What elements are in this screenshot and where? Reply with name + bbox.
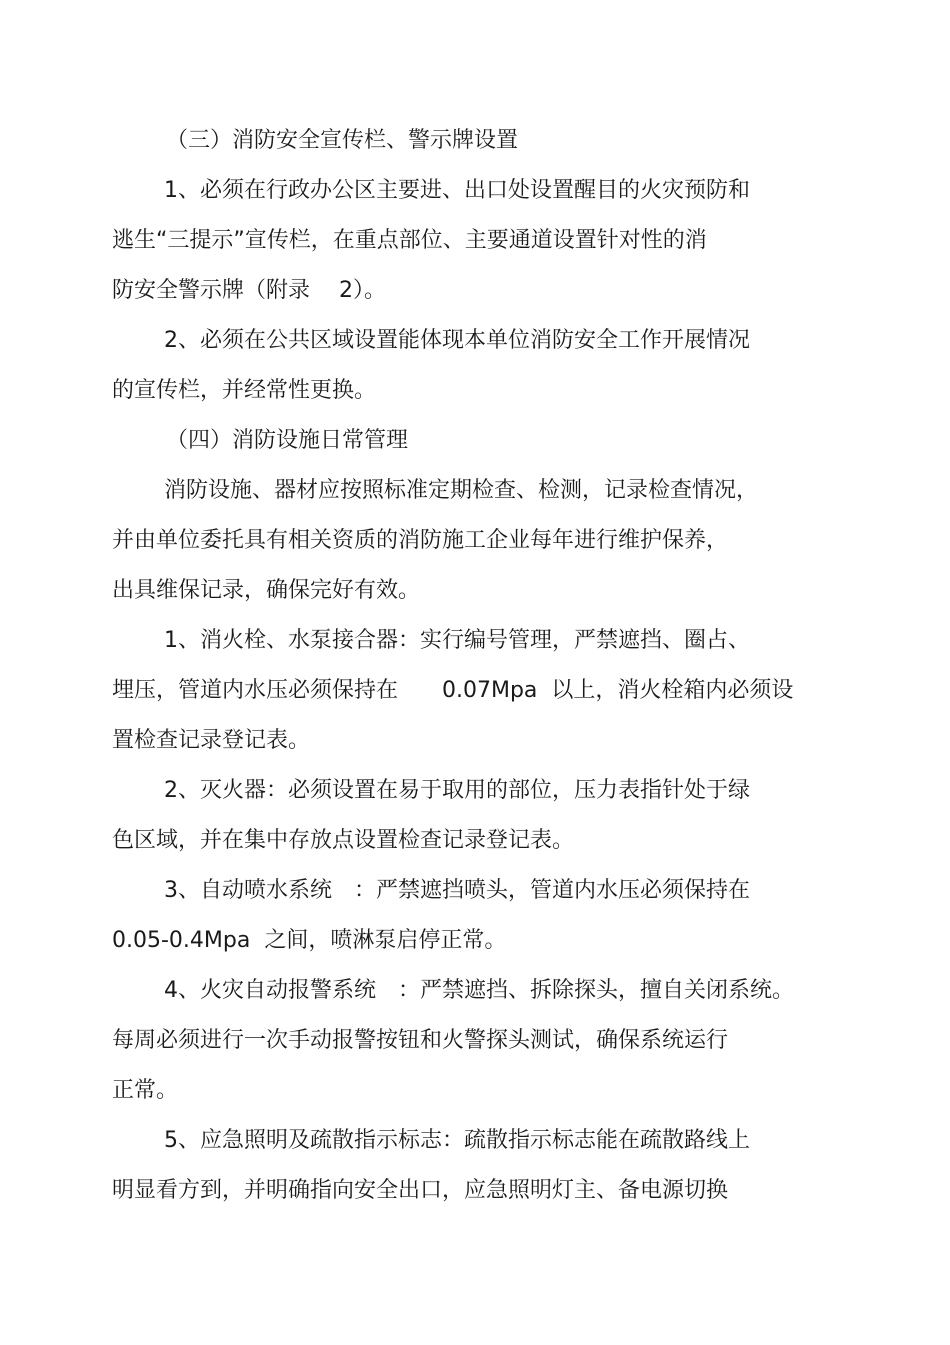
section-heading-4: （四）消防设施日常管理 [166,428,409,453]
paragraph-line: 正常。 [112,1078,179,1103]
paragraph-line: 每周必须进行一次手动报警按钮和火警探头测试，确保系统运行 [112,1028,729,1053]
paragraph-line: 埋压，管道内水压必须保持在 0.07Mpa 以上，消火栓箱内必须设 [112,678,794,703]
paragraph-line: 的宣传栏，并经常性更换。 [112,378,377,403]
paragraph-line: 出具维保记录，确保完好有效。 [112,578,421,603]
paragraph-line: 0.05-0.4Mpa 之间，喷淋泵启停正常。 [112,928,507,953]
paragraph-line: 色区域，并在集中存放点设置检查记录登记表。 [112,828,575,853]
paragraph-line: 4、火灾自动报警系统 ：严禁遮挡、拆除探头，擅自关闭系统。 [164,978,794,1003]
paragraph-line: 消防设施、器材应按照标准定期检查、检测，记录检查情况， [164,478,759,503]
paragraph-line: 1、消火栓、水泵接合器：实行编号管理，严禁遮挡、圈占、 [164,628,750,653]
section-heading-3: （三）消防安全宣传栏、警示牌设置 [166,128,519,153]
paragraph-line: 2、灭火器：必须设置在易于取用的部位，压力表指针处于绿 [164,778,750,803]
paragraph-line: 1、必须在行政办公区主要进、出口处设置醒目的火灾预防和 [164,178,750,203]
paragraph-line: 逃生“三提示”宣传栏，在重点部位、主要通道设置针对性的消 [112,228,707,253]
paragraph-line: 置检查记录登记表。 [112,728,311,753]
paragraph-line: 明显看方到，并明确指向安全出口，应急照明灯主、备电源切换 [112,1178,729,1203]
paragraph-line: 防安全警示牌（附录 2）。 [112,278,386,303]
paragraph-line: 3、自动喷水系统 ：严禁遮挡喷头，管道内水压必须保持在 [164,878,750,903]
paragraph-line: 5、应急照明及疏散指示标志：疏散指示标志能在疏散路线上 [164,1128,750,1153]
paragraph-line: 并由单位委托具有相关资质的消防施工企业每年进行维护保养， [112,528,729,553]
paragraph-line: 2、必须在公共区域设置能体现本单位消防安全工作开展情况 [164,328,750,353]
